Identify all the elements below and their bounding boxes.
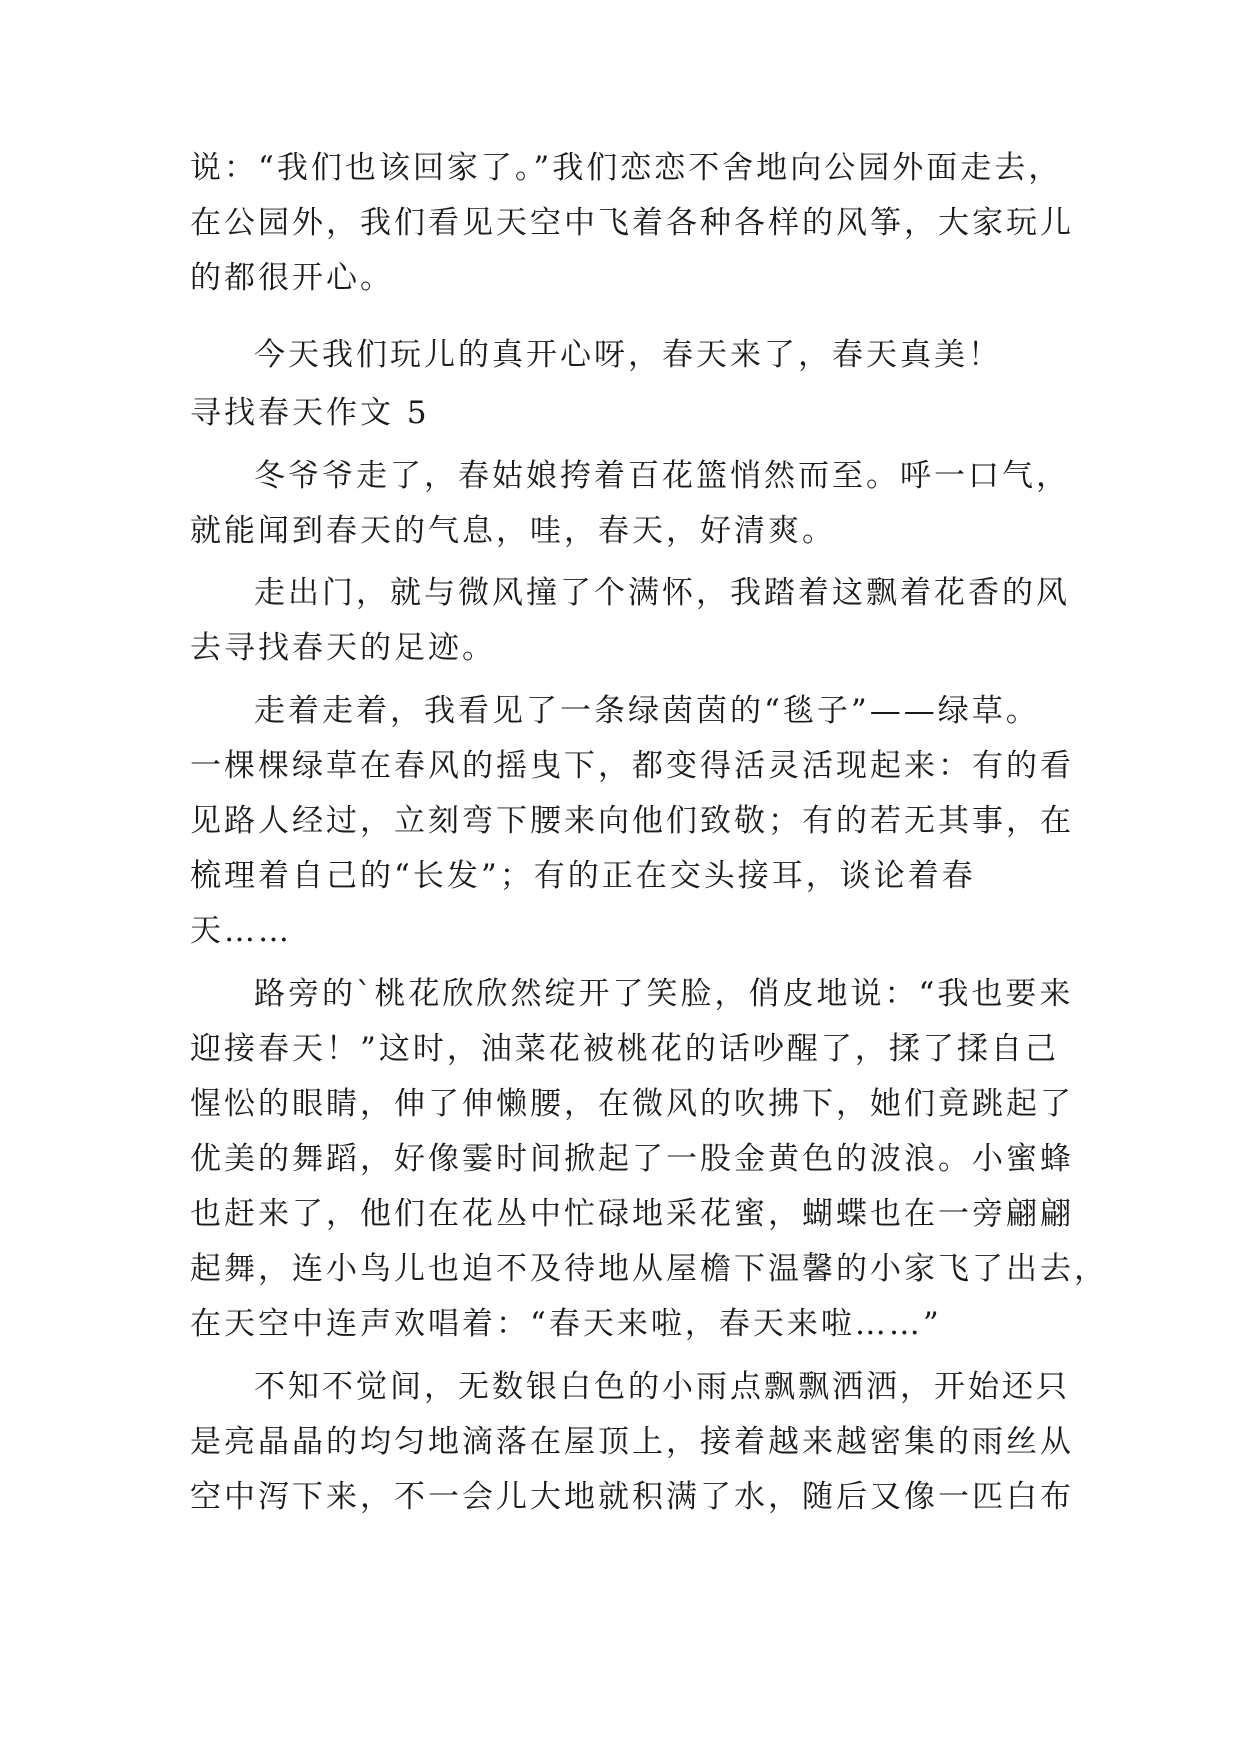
section-heading: 寻找春天作文 5 — [190, 395, 430, 431]
text-line: 在天空中连声欢唱着：“春天来啦，春天来啦……” — [190, 1306, 942, 1342]
text-line: 就能闻到春天的气息，哇，春天，好清爽。 — [190, 513, 836, 549]
text-line: 去寻找春天的足迹。 — [190, 630, 496, 666]
paragraph-line: 路旁的`桃花欣欣然绽开了笑脸，俏皮地说：“我也要来 — [254, 976, 1074, 1012]
text-line: 见路人经过，立刻弯下腰来向他们致敬；有的若无其事，在 — [190, 803, 1074, 839]
text-line: 起舞，连小鸟儿也迫不及待地从屋檐下温馨的小家飞了出去， — [190, 1251, 1108, 1287]
text-line: 天…… — [190, 913, 292, 949]
paragraph-line: 冬爷爷走了，春姑娘挎着百花篮悄然而至。呼一口气， — [254, 458, 1070, 494]
text-line: 的都很开心。 — [190, 260, 394, 296]
text-line: 惺忪的眼睛，伸了伸懒腰，在微风的吹拂下，她们竟跳起了 — [190, 1086, 1074, 1122]
text-line: 空中泻下来，不一会儿大地就积满了水，随后又像一匹白布 — [190, 1479, 1074, 1515]
text-line: 是亮晶晶的均匀地滴落在屋顶上，接着越来越密集的雨丝从 — [190, 1424, 1074, 1460]
text-line: 说：“我们也该回家了。”我们恋恋不舍地向公园外面走去， — [190, 150, 1063, 186]
text-line: 梳理着自己的“长发”；有的正在交头接耳，谈论着春 — [190, 858, 976, 894]
text-line: 也赶来了，他们在花丛中忙碌地采花蜜，蝴蝶也在一旁翩翩 — [190, 1196, 1074, 1232]
paragraph-line: 今天我们玩儿的真开心呀，春天来了，春天真美！ — [254, 337, 1002, 373]
paragraph-line: 不知不觉间，无数银白色的小雨点飘飘洒洒，开始还只 — [254, 1369, 1070, 1405]
text-line: 优美的舞蹈，好像霎时间掀起了一股金黄色的波浪。小蜜蜂 — [190, 1141, 1074, 1177]
paragraph-line: 走着走着，我看见了一条绿茵茵的“毯子”——绿草。 — [254, 693, 1040, 729]
paragraph-line: 走出门，就与微风撞了个满怀，我踏着这飘着花香的风 — [254, 575, 1070, 611]
text-line: 在公园外，我们看见天空中飞着各种各样的风筝，大家玩儿 — [190, 205, 1074, 241]
text-line: 迎接春天！”这时，油菜花被桃花的话吵醒了，揉了揉自己 — [190, 1031, 1059, 1067]
text-line: 一棵棵绿草在春风的摇曳下，都变得活灵活现起来：有的看 — [190, 748, 1074, 784]
